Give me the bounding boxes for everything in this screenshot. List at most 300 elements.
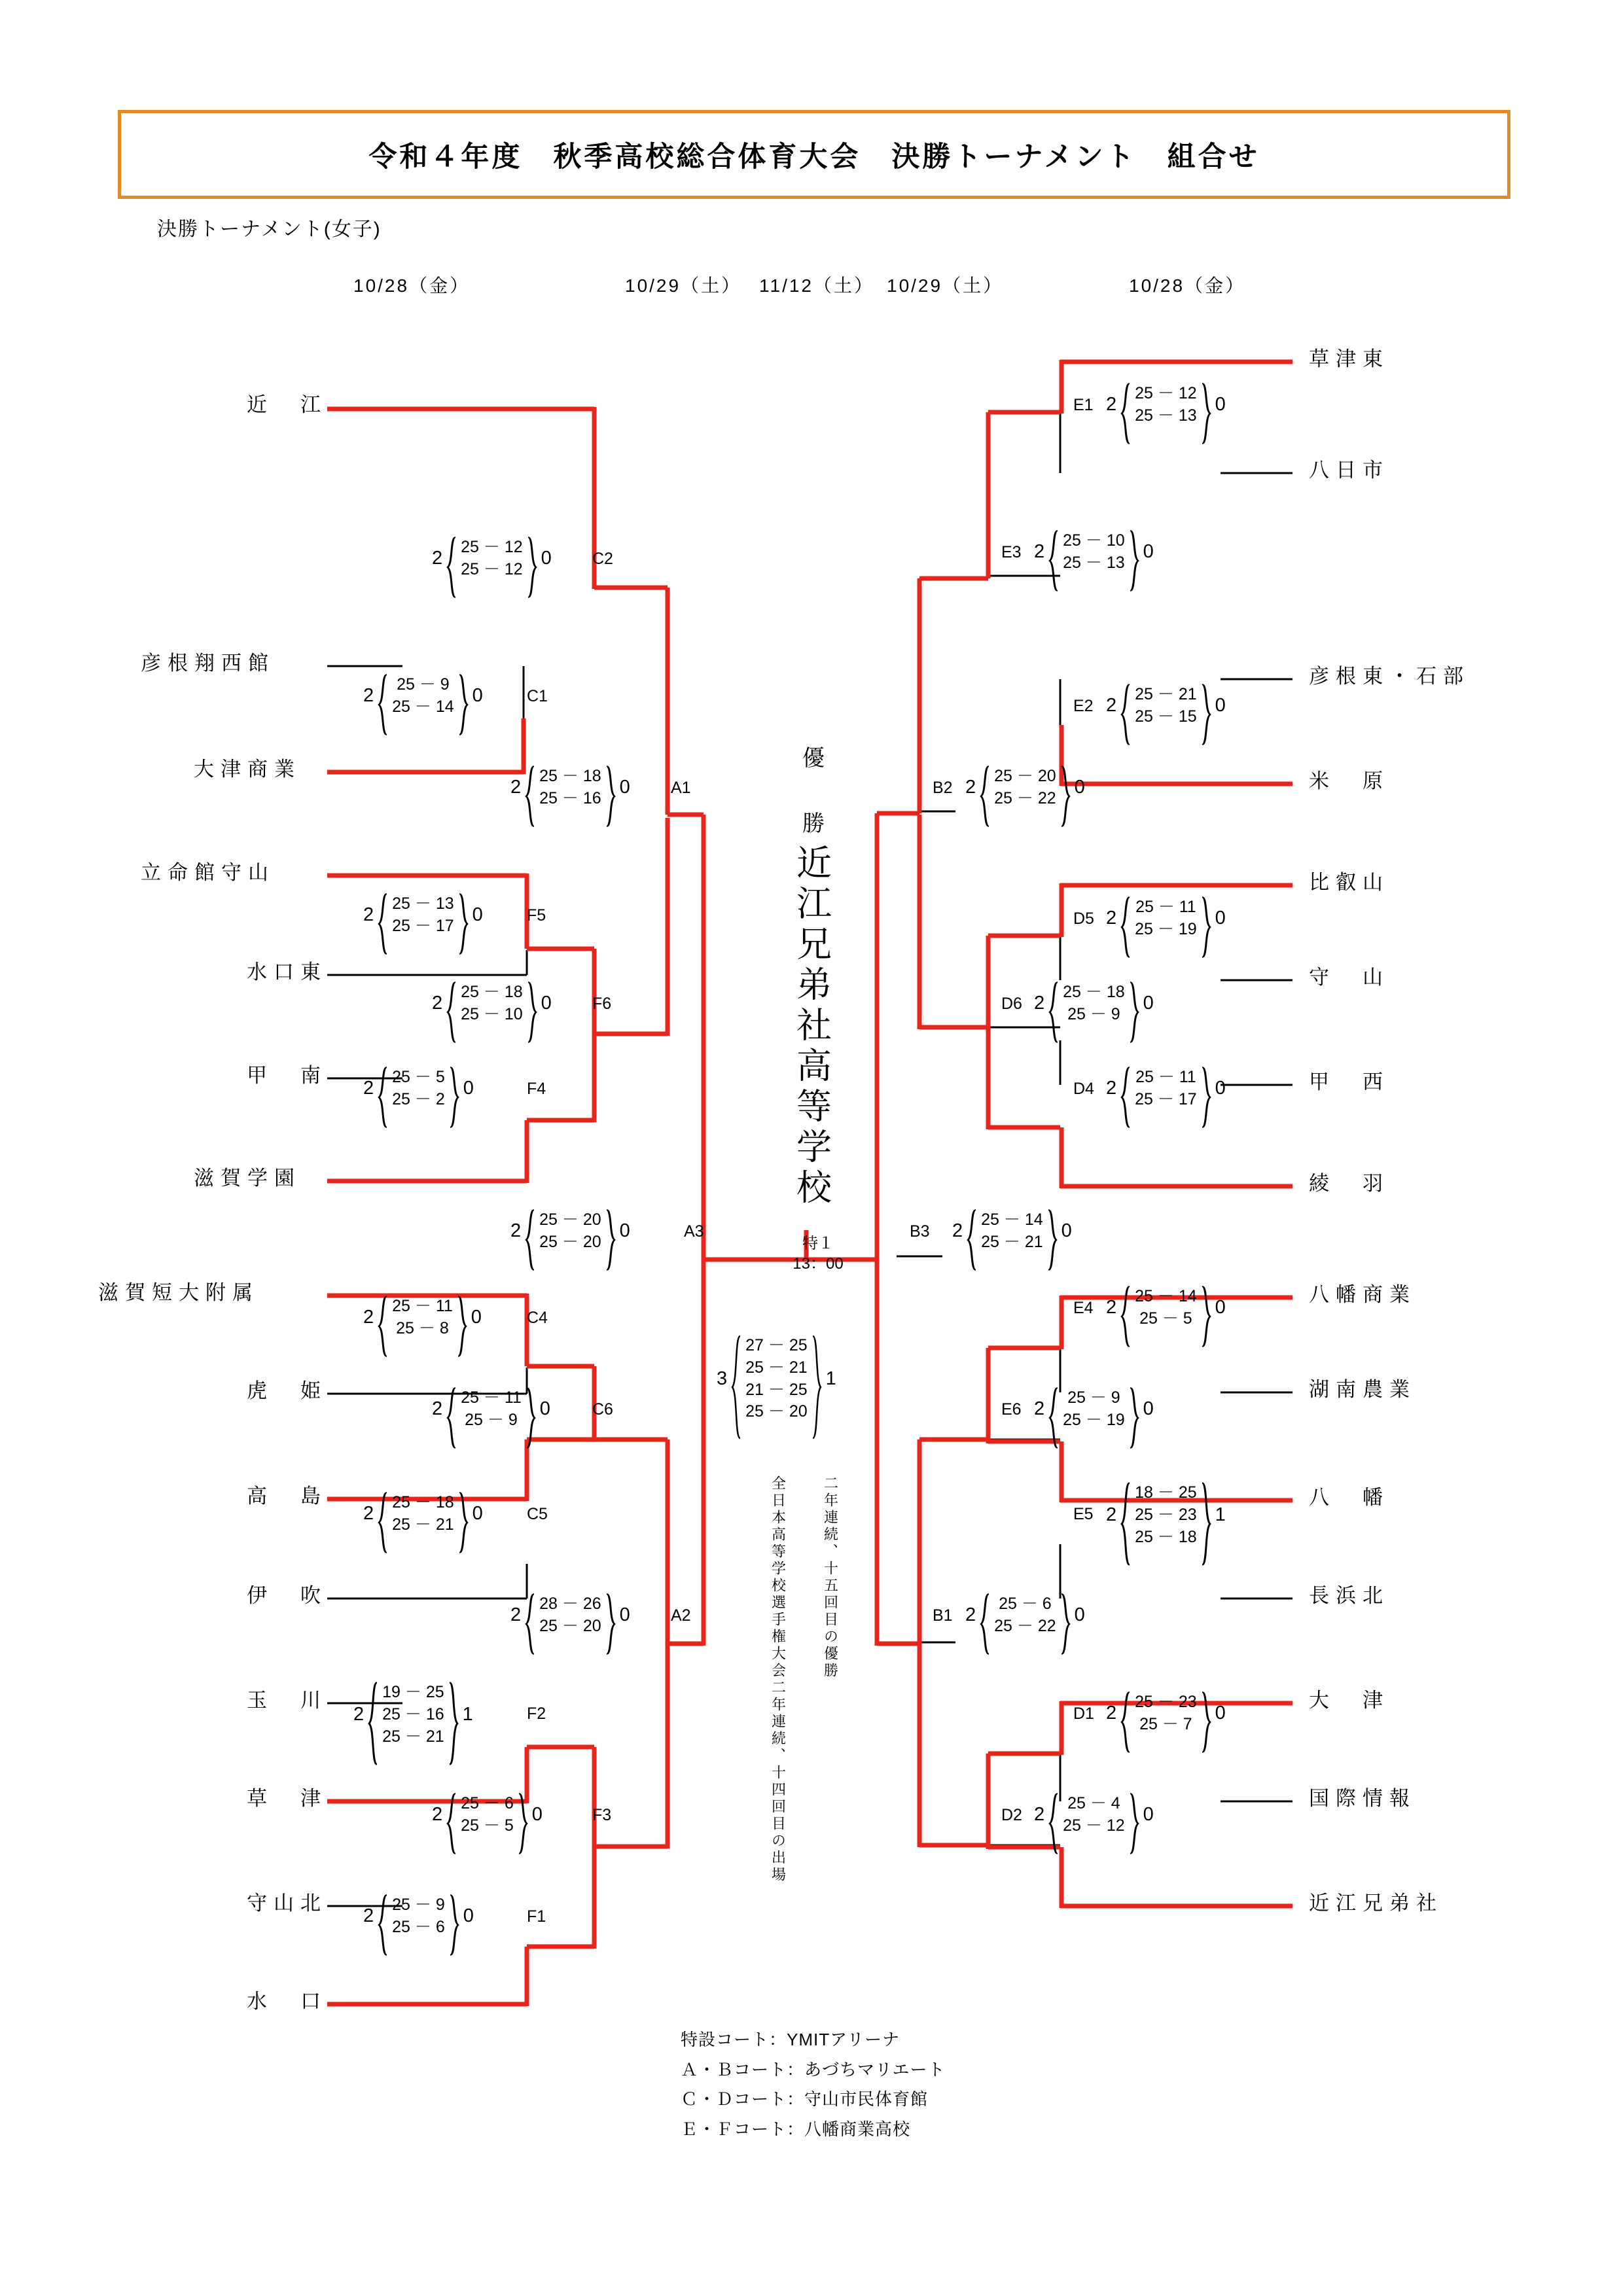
match-code-B3: B3 [910,1222,930,1241]
brace-right-A1 [605,766,616,810]
match-code-D4: D4 [1073,1080,1094,1098]
team-left-3: 大津商業 [194,758,301,781]
match-F4-left-score: 2 [363,1078,374,1099]
match-B1-set-2: 25 － 22 [994,1616,1056,1635]
match-F1-set-2: 25 － 6 [392,1917,445,1936]
match-C5-sets [388,1492,458,1536]
date-header-2: 10/29（土） [625,275,742,296]
match-A3-set-1: 25 － 20 [539,1210,601,1229]
brace-left-final [731,1335,741,1423]
match-D1-sets [1131,1691,1201,1736]
match-score-C1 [363,674,483,718]
match-F6-set-1: 25 － 18 [461,983,523,1001]
match-D2-right-score: 0 [1143,1804,1154,1826]
match-code-F2: F2 [527,1704,546,1723]
match-B2-right-score: 0 [1074,777,1085,798]
team-left-12: 玉 川 [247,1689,327,1712]
champion-note-1-text: 二年連続、十五回目の優勝 [822,1475,839,1680]
match-E1-left-score: 2 [1106,394,1117,415]
match-score-F6 [432,981,552,1026]
match-score-F3 [432,1793,543,1837]
date-header-1: 10/28（金） [353,275,471,296]
match-code-A2: A2 [671,1606,691,1625]
match-B2-left-score: 2 [965,777,976,798]
match-score-B1 [965,1593,1085,1638]
final-sets [741,1335,812,1423]
match-A3-right-score: 0 [619,1220,630,1242]
brace-left-F4 [378,1067,388,1111]
match-E6-right-score: 0 [1143,1398,1154,1420]
match-score-E4 [1106,1286,1226,1330]
brace-left-C4 [378,1296,388,1340]
match-C4-left-score: 2 [363,1307,374,1328]
match-F4-right-score: 0 [463,1078,474,1099]
match-A2-right-score: 0 [619,1604,630,1626]
match-E4-left-score: 2 [1106,1297,1117,1318]
match-A3-set-2: 25 － 20 [539,1232,601,1251]
match-score-E6 [1034,1387,1154,1432]
match-code-D6: D6 [1001,995,1022,1013]
brace-right-D2 [1129,1793,1139,1837]
date-header-4: 10/29（土） [887,275,1004,296]
match-C2-set-1: 25 － 12 [461,538,523,556]
match-code-F6: F6 [592,995,612,1013]
team-left-8: 滋賀短大附属 [98,1281,259,1304]
match-E1-set-1: 25 － 12 [1135,384,1197,402]
match-B2-sets [990,766,1060,810]
match-E1-right-score: 0 [1215,394,1226,415]
match-C1-left-score: 2 [363,685,374,707]
final-set-2: 25 － 21 [745,1358,808,1377]
match-A1-left-score: 2 [510,777,522,798]
brace-right-C4 [457,1296,467,1340]
brace-right-C6 [526,1387,536,1432]
match-F2-set-1: 19 － 25 [382,1683,444,1701]
match-C2-set-2: 25 － 12 [461,559,523,578]
match-score-A1 [510,766,630,810]
team-left-10: 高 島 [247,1485,327,1508]
match-C5-set-2: 25 － 21 [392,1515,454,1534]
match-D6-set-1: 25 － 18 [1063,983,1125,1001]
match-C1-sets [388,674,458,718]
court-legend-line-4: Ｅ・Ｆコート：八幡商業高校 [681,2119,911,2139]
match-score-D4 [1106,1067,1226,1111]
brace-right-B2 [1060,766,1071,810]
match-code-D1: D1 [1073,1704,1094,1723]
match-E4-set-1: 25 － 14 [1135,1287,1197,1305]
match-code-E4: E4 [1073,1299,1094,1317]
match-C2-sets [457,537,527,581]
final-set-1: 27 － 25 [745,1336,808,1354]
match-F4-set-1: 25 － 5 [392,1068,445,1086]
final-right-score: 1 [825,1368,836,1389]
brace-left-F6 [446,981,457,1026]
match-C4-set-1: 25 － 11 [392,1297,453,1315]
match-D6-right-score: 0 [1143,993,1154,1014]
champion-name-block [772,844,851,1212]
final-code: 特１ [802,1235,834,1252]
brace-right-E1 [1201,383,1211,427]
brace-left-B3 [967,1209,977,1254]
brace-right-D1 [1201,1691,1211,1736]
brace-left-E6 [1048,1387,1059,1432]
match-F3-right-score: 0 [531,1804,543,1826]
match-score-E2 [1106,684,1226,728]
brace-right-D5 [1201,896,1211,941]
team-left-6: 甲 南 [247,1064,327,1087]
brace-left-F2 [368,1682,378,1748]
match-C6-set-1: 25 － 11 [461,1388,522,1407]
match-D1-left-score: 2 [1106,1703,1117,1724]
team-right-1: 草津東 [1309,347,1389,370]
team-left-13: 草 津 [247,1787,327,1810]
team-left-2: 彦根翔西館 [141,652,275,675]
brace-left-F5 [378,893,388,938]
date-header-5: 10/28（金） [1129,275,1246,296]
team-right-14: 国際情報 [1309,1787,1416,1810]
team-right-10: 湖南農業 [1309,1378,1416,1401]
champion-block [776,746,847,847]
match-C6-left-score: 2 [432,1398,443,1420]
brace-left-F3 [446,1793,457,1837]
match-D2-left-score: 2 [1034,1804,1045,1826]
match-E3-right-score: 0 [1143,541,1154,563]
match-D5-right-score: 0 [1215,908,1226,929]
match-B1-sets [990,1593,1060,1638]
match-score-F2 [353,1682,473,1748]
match-C5-set-1: 25 － 18 [392,1493,454,1511]
court-legend-line-2: Ａ・Ｂコート：あづちマリエート [681,2059,946,2079]
brace-right-F3 [518,1793,528,1837]
match-A3-left-score: 2 [510,1220,522,1242]
team-left-15: 水 口 [247,1990,327,2013]
brace-right-F1 [449,1894,459,1939]
match-F3-set-1: 25 － 6 [461,1794,514,1812]
brace-right-C2 [527,537,537,581]
brace-right-F2 [448,1682,459,1748]
match-code-A1: A1 [671,779,691,797]
match-code-B2: B2 [933,779,953,797]
brace-left-C6 [446,1387,457,1432]
brace-right-E2 [1201,684,1211,728]
match-B3-sets [977,1209,1047,1254]
match-F5-left-score: 2 [363,904,374,926]
match-C6-sets [457,1387,526,1432]
team-right-13: 大 津 [1309,1689,1389,1712]
team-left-14: 守山北 [247,1892,327,1915]
match-code-F1: F1 [527,1907,546,1926]
match-D1-set-1: 25 － 23 [1135,1693,1197,1711]
match-code-E1: E1 [1073,396,1094,414]
champion-note-1 [821,1475,840,1683]
match-F2-right-score: 1 [462,1704,473,1725]
match-score-E1 [1106,383,1226,427]
match-F5-right-score: 0 [472,904,483,926]
match-F6-left-score: 2 [432,993,443,1014]
match-D2-sets [1059,1793,1129,1837]
brace-left-B2 [980,766,990,810]
match-A3-sets [535,1209,605,1254]
match-E2-set-2: 25 － 15 [1135,707,1197,726]
match-F5-set-1: 25 － 13 [392,894,454,913]
match-A1-right-score: 0 [619,777,630,798]
match-E6-set-1: 25 － 9 [1067,1388,1120,1407]
match-score-F5 [363,893,483,938]
brace-left-D5 [1120,896,1131,941]
match-E2-sets [1131,684,1201,728]
match-F4-sets [388,1067,449,1111]
match-score-A2 [510,1593,630,1638]
brace-left-D2 [1048,1793,1059,1837]
match-score-B2 [965,766,1085,810]
brace-left-F1 [378,1894,388,1939]
brace-right-F4 [449,1067,459,1111]
brace-right-F6 [527,981,537,1026]
match-F5-sets [388,893,458,938]
final-set-4: 25 － 20 [745,1402,808,1421]
match-code-E6: E6 [1001,1400,1022,1419]
match-B3-set-1: 25 － 14 [981,1210,1043,1229]
match-F2-sets [378,1682,448,1748]
match-C1-right-score: 0 [472,685,483,707]
match-B3-right-score: 0 [1061,1220,1072,1242]
match-D5-left-score: 2 [1106,908,1117,929]
match-E4-set-2: 25 － 5 [1139,1309,1192,1328]
match-E5-set-2: 25 － 23 [1135,1505,1197,1524]
match-D4-set-2: 25 － 17 [1135,1089,1197,1108]
final-match-info [746,1233,890,1274]
match-C1-set-1: 25 － 9 [397,675,450,694]
match-E5-set-1: 18 － 25 [1135,1483,1197,1502]
match-code-D5: D5 [1073,910,1094,928]
match-D6-left-score: 2 [1034,993,1045,1014]
page-title: 令和４年度 秋季高校総合体育大会 決勝トーナメント 組合せ [368,141,1260,173]
match-D1-set-2: 25 － 7 [1139,1714,1192,1733]
brace-left-E1 [1120,383,1131,427]
brace-left-E2 [1120,684,1131,728]
match-F6-right-score: 0 [541,993,552,1014]
brace-right-E6 [1129,1387,1139,1432]
team-right-3: 彦根東・石部 [1309,665,1470,688]
court-legend-line-3: Ｃ・Ｄコート：守山市民体育館 [681,2089,929,2109]
match-E3-set-1: 25 － 10 [1063,531,1125,550]
match-code-C4: C4 [527,1309,548,1327]
match-code-C5: C5 [527,1505,548,1523]
match-code-F5: F5 [527,906,546,925]
brace-right-A2 [605,1593,616,1638]
team-right-12: 長浜北 [1309,1584,1389,1607]
brace-right-D6 [1129,981,1139,1026]
brace-right-final [812,1335,822,1423]
team-left-5: 水口東 [247,961,327,983]
match-E2-left-score: 2 [1106,695,1117,716]
match-B2-set-2: 25 － 22 [994,788,1056,807]
match-E2-right-score: 0 [1215,695,1226,716]
match-C6-set-2: 25 － 9 [465,1410,518,1429]
match-E4-right-score: 0 [1215,1297,1226,1318]
team-right-8: 綾 羽 [1309,1172,1389,1195]
match-score-D2 [1034,1793,1154,1837]
champion-label: 優 勝 [798,746,824,844]
match-E1-sets [1131,383,1201,427]
match-B3-left-score: 2 [952,1220,963,1242]
team-right-2: 八日市 [1309,459,1389,482]
match-score-C5 [363,1492,483,1536]
match-A1-set-1: 25 － 18 [539,767,601,785]
team-left-9: 虎 姫 [247,1379,327,1402]
match-F6-set-2: 25 － 10 [461,1004,523,1023]
match-code-F4: F4 [527,1080,546,1098]
date-header-3: 11/12（土） [759,275,874,296]
brace-right-F5 [458,893,469,938]
match-E3-set-2: 25 － 13 [1063,553,1125,572]
match-C2-right-score: 0 [541,548,552,569]
team-right-5: 比叡山 [1309,871,1389,894]
match-F5-set-2: 25 － 17 [392,916,454,935]
final-left-score: 3 [717,1368,728,1389]
brace-right-C1 [458,674,469,718]
final-set-3: 21 － 25 [745,1380,808,1399]
brace-left-A1 [525,766,535,810]
brace-left-B1 [980,1593,990,1638]
match-E6-set-2: 25 － 19 [1063,1410,1125,1429]
match-C4-sets [388,1296,457,1340]
match-score-B3 [952,1209,1072,1254]
brace-left-A2 [525,1593,535,1638]
match-F1-set-1: 25 － 9 [392,1896,445,1914]
final-time: 13：00 [793,1255,844,1273]
match-D2-set-1: 25 － 4 [1067,1794,1120,1812]
brace-right-D4 [1201,1067,1211,1111]
match-score-A3 [510,1209,630,1254]
match-E6-sets [1059,1387,1129,1432]
brace-left-E5 [1120,1482,1131,1548]
match-E6-left-score: 2 [1034,1398,1045,1420]
match-D5-set-1: 25 － 11 [1135,898,1196,916]
team-right-4: 米 原 [1309,769,1389,792]
match-score-D5 [1106,896,1226,941]
match-F3-sets [457,1793,518,1837]
brace-left-C1 [378,674,388,718]
brace-right-C5 [458,1492,469,1536]
match-score-F1 [363,1894,474,1939]
team-left-4: 立命館守山 [141,861,275,884]
match-C5-right-score: 0 [472,1503,483,1525]
bracket-subtitle: 決勝トーナメント(女子) [157,219,382,240]
match-A2-left-score: 2 [510,1604,522,1626]
brace-right-E3 [1129,530,1139,574]
match-E1-set-2: 25 － 13 [1135,406,1197,425]
match-score-D6 [1034,981,1154,1026]
brace-left-A3 [525,1209,535,1254]
match-code-C2: C2 [592,550,613,568]
match-E4-sets [1131,1286,1201,1330]
match-E3-left-score: 2 [1034,541,1045,563]
match-F1-right-score: 0 [463,1905,474,1927]
team-right-6: 守 山 [1309,966,1389,989]
champion-note-2-text: 全日本高等学校選手権大会二年連続、十四回目の出場 [770,1475,787,1884]
match-C6-right-score: 0 [539,1398,550,1420]
team-right-9: 八幡商業 [1309,1283,1416,1306]
match-E5-sets [1131,1482,1201,1548]
match-code-B1: B1 [933,1606,953,1625]
match-code-D2: D2 [1001,1806,1022,1824]
brace-left-D6 [1048,981,1059,1026]
final-score-group [717,1335,836,1423]
match-E5-left-score: 2 [1106,1504,1117,1526]
match-F2-left-score: 2 [353,1704,365,1725]
match-C2-left-score: 2 [432,548,443,569]
match-score-D1 [1106,1691,1226,1736]
match-E5-right-score: 1 [1215,1504,1226,1526]
match-B1-right-score: 0 [1074,1604,1085,1626]
match-D2-set-2: 25 － 12 [1063,1816,1125,1835]
match-A1-sets [535,766,605,810]
brace-right-E5 [1201,1482,1211,1548]
match-D6-sets [1059,981,1129,1026]
match-F2-set-2: 25 － 16 [382,1704,444,1723]
match-D4-set-1: 25 － 11 [1135,1068,1196,1086]
match-code-E2: E2 [1073,697,1094,715]
brace-right-B1 [1060,1593,1071,1638]
match-code-E3: E3 [1001,543,1022,561]
team-left-7: 滋賀学園 [194,1167,301,1190]
match-D5-sets [1131,896,1201,941]
brace-left-E4 [1120,1286,1131,1330]
match-F3-left-score: 2 [432,1804,443,1826]
match-D5-set-2: 25 － 19 [1135,919,1197,938]
brace-right-B3 [1047,1209,1058,1254]
court-legend-line-1: 特設コート：YMITアリーナ [681,2030,901,2049]
brace-left-E3 [1048,530,1059,574]
match-F4-set-2: 25 － 2 [392,1089,445,1108]
match-C4-right-score: 0 [471,1307,482,1328]
match-code-F3: F3 [592,1806,612,1824]
match-score-C6 [432,1387,550,1432]
match-C5-left-score: 2 [363,1503,374,1525]
brace-right-A3 [605,1209,616,1254]
match-D4-left-score: 2 [1106,1078,1117,1099]
brace-left-D4 [1120,1067,1131,1111]
match-score-C4 [363,1296,482,1340]
brace-left-D1 [1120,1691,1131,1736]
court-legend [681,2025,945,2144]
brace-left-C5 [378,1492,388,1536]
match-score-E5 [1106,1482,1226,1548]
match-code-C6: C6 [592,1400,613,1419]
team-right-7: 甲 西 [1309,1070,1389,1093]
match-F2-set-3: 25 － 21 [382,1727,444,1746]
match-E5-set-3: 25 － 18 [1135,1527,1197,1546]
match-D1-right-score: 0 [1215,1703,1226,1724]
match-C1-set-2: 25 － 14 [392,697,454,716]
match-score-C2 [432,537,552,581]
match-code-A3: A3 [684,1222,704,1241]
match-B3-set-2: 25 － 21 [981,1232,1043,1251]
match-D4-right-score: 0 [1215,1078,1226,1099]
match-F1-sets [388,1894,449,1939]
match-score-F4 [363,1067,474,1111]
match-A2-set-1: 28 － 26 [539,1595,601,1613]
team-right-15: 近江兄弟社 [1309,1892,1443,1915]
team-left-11: 伊 吹 [247,1584,327,1607]
match-B2-set-1: 25 － 20 [994,767,1056,785]
team-left-1: 近 江 [247,393,327,416]
brace-left-C2 [446,537,457,581]
match-D4-sets [1131,1067,1201,1111]
brace-right-E4 [1201,1286,1211,1330]
match-F1-left-score: 2 [363,1905,374,1927]
